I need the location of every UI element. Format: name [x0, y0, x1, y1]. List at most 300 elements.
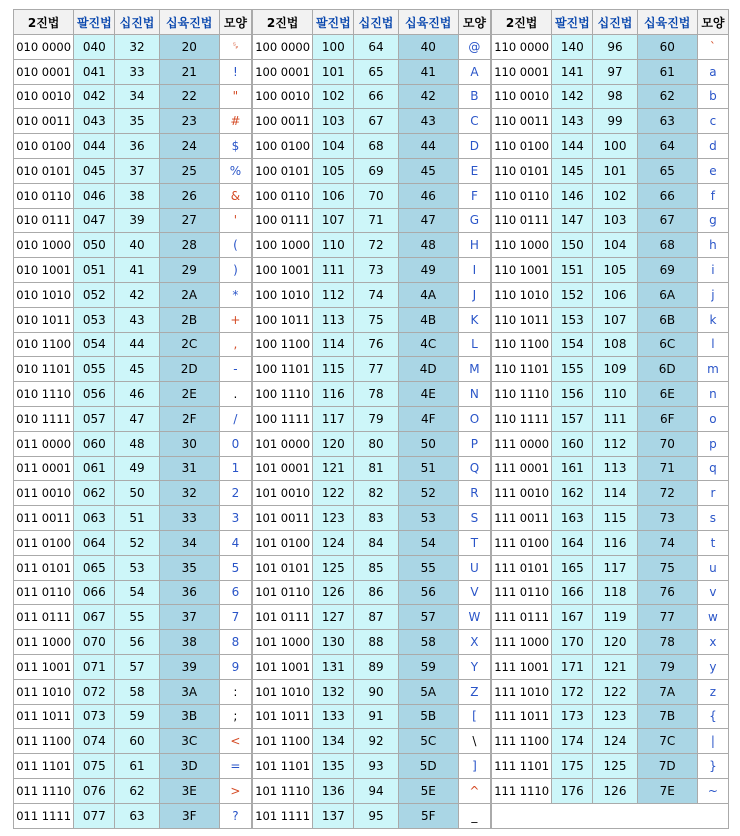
hex-cell: 46	[398, 183, 458, 208]
glyph-cell[interactable]: f	[697, 183, 728, 208]
binary-cell: 101 1011	[253, 704, 313, 729]
table-row	[253, 183, 491, 208]
glyph-cell[interactable]: l	[697, 332, 728, 357]
table-row	[253, 109, 491, 134]
glyph-cell[interactable]: 3	[219, 506, 251, 531]
header-hexadecimal[interactable]: 십육진법	[637, 10, 697, 35]
decimal-cell: 51	[115, 506, 159, 531]
header-hexadecimal[interactable]: 십육진법	[159, 10, 219, 35]
decimal-cell: 98	[593, 84, 637, 109]
table-row	[14, 134, 252, 159]
glyph-cell[interactable]: b	[697, 84, 728, 109]
binary-cell: 111 0000	[492, 431, 552, 456]
hex-cell: 31	[159, 456, 219, 481]
hex-cell: 4D	[398, 357, 458, 382]
table-row	[14, 158, 252, 183]
glyph-cell[interactable]: ]	[458, 754, 490, 779]
decimal-cell: 41	[115, 258, 159, 283]
glyph-cell[interactable]: ~	[697, 778, 728, 803]
table-row	[14, 481, 252, 506]
decimal-cell: 122	[593, 679, 637, 704]
binary-cell: 101 0010	[253, 481, 313, 506]
glyph-cell[interactable]: >	[219, 778, 251, 803]
hex-cell: 28	[159, 233, 219, 258]
binary-cell: 011 0101	[14, 555, 74, 580]
decimal-cell: 32	[115, 35, 159, 60]
hex-cell: 36	[159, 580, 219, 605]
glyph-cell[interactable]: a	[697, 59, 728, 84]
table-row	[492, 506, 729, 531]
table-row	[253, 357, 491, 382]
glyph-cell[interactable]: |	[697, 729, 728, 754]
binary-cell: 100 1100	[253, 332, 313, 357]
binary-cell: 010 0110	[14, 183, 74, 208]
hex-cell: 3C	[159, 729, 219, 754]
hex-cell: 47	[398, 208, 458, 233]
binary-cell: 110 0110	[492, 183, 552, 208]
table-row	[253, 382, 491, 407]
glyph-cell[interactable]: k	[697, 307, 728, 332]
octal-cell: 110	[313, 233, 354, 258]
glyph-cell[interactable]: 9	[219, 654, 251, 679]
hex-cell: 30	[159, 431, 219, 456]
octal-cell: 105	[313, 158, 354, 183]
octal-cell: 047	[74, 208, 115, 233]
glyph-cell[interactable]: L	[458, 332, 490, 357]
glyph-cell[interactable]: G	[458, 208, 490, 233]
glyph-cell[interactable]: q	[697, 456, 728, 481]
glyph-cell[interactable]: h	[697, 233, 728, 258]
octal-cell: 100	[313, 35, 354, 60]
binary-cell: 101 0011	[253, 506, 313, 531]
glyph-cell[interactable]: &	[219, 183, 251, 208]
glyph-cell[interactable]: m	[697, 357, 728, 382]
glyph-cell[interactable]: 0	[219, 431, 251, 456]
decimal-cell: 74	[354, 282, 398, 307]
glyph-cell[interactable]: <	[219, 729, 251, 754]
glyph-cell[interactable]: /	[219, 406, 251, 431]
decimal-cell: 66	[354, 84, 398, 109]
octal-cell: 067	[74, 605, 115, 630]
decimal-cell: 61	[115, 754, 159, 779]
octal-cell: 053	[74, 307, 115, 332]
table-row	[14, 778, 252, 803]
table-row	[253, 158, 491, 183]
glyph-cell[interactable]: Z	[458, 679, 490, 704]
decimal-cell: 114	[593, 481, 637, 506]
octal-cell: 050	[74, 233, 115, 258]
decimal-cell: 121	[593, 654, 637, 679]
table-row	[14, 431, 252, 456]
table-row	[492, 729, 729, 754]
table-row	[492, 35, 729, 60]
binary-cell: 100 0100	[253, 134, 313, 159]
decimal-cell: 102	[593, 183, 637, 208]
glyph-cell[interactable]: ␠	[219, 35, 251, 60]
decimal-cell: 107	[593, 307, 637, 332]
glyph-cell[interactable]: ,	[219, 332, 251, 357]
glyph-cell[interactable]: '	[219, 208, 251, 233]
table-row	[492, 134, 729, 159]
glyph-cell[interactable]: @	[458, 35, 490, 60]
octal-cell: 117	[313, 406, 354, 431]
hex-cell: 26	[159, 183, 219, 208]
table-row	[492, 406, 729, 431]
glyph-cell[interactable]: (	[219, 233, 251, 258]
header-octal[interactable]: 팔진법	[74, 10, 115, 35]
glyph-cell[interactable]: `	[697, 35, 728, 60]
binary-cell: 010 1100	[14, 332, 74, 357]
decimal-cell: 105	[593, 258, 637, 283]
binary-cell: 110 1110	[492, 382, 552, 407]
glyph-cell[interactable]: V	[458, 580, 490, 605]
hex-cell: 53	[398, 506, 458, 531]
glyph-cell[interactable]: 8	[219, 630, 251, 655]
binary-cell: 101 1000	[253, 630, 313, 655]
binary-cell: 110 0111	[492, 208, 552, 233]
octal-cell: 103	[313, 109, 354, 134]
octal-cell: 166	[552, 580, 593, 605]
hex-cell: 6C	[637, 332, 697, 357]
glyph-cell[interactable]: I	[458, 258, 490, 283]
hex-cell: 50	[398, 431, 458, 456]
glyph-cell[interactable]: 5	[219, 555, 251, 580]
binary-cell: 110 0101	[492, 158, 552, 183]
octal-cell: 112	[313, 282, 354, 307]
glyph-cell[interactable]: K	[458, 307, 490, 332]
glyph-cell[interactable]: 1	[219, 456, 251, 481]
decimal-cell: 62	[115, 778, 159, 803]
glyph-cell[interactable]: F	[458, 183, 490, 208]
octal-cell: 153	[552, 307, 593, 332]
binary-cell: 110 0001	[492, 59, 552, 84]
binary-cell: 100 1001	[253, 258, 313, 283]
decimal-cell: 116	[593, 530, 637, 555]
table-row	[14, 59, 252, 84]
glyph-cell[interactable]: x	[697, 630, 728, 655]
header-binary: 2진법	[14, 10, 74, 35]
glyph-cell[interactable]: %	[219, 158, 251, 183]
decimal-cell: 67	[354, 109, 398, 134]
table-row	[14, 506, 252, 531]
octal-cell: 147	[552, 208, 593, 233]
table-row	[253, 59, 491, 84]
header-octal[interactable]: 팔진법	[552, 10, 593, 35]
decimal-cell: 120	[593, 630, 637, 655]
binary-cell: 111 1100	[492, 729, 552, 754]
hex-cell: 42	[398, 84, 458, 109]
table-row	[14, 754, 252, 779]
glyph-cell[interactable]: s	[697, 506, 728, 531]
octal-cell: 066	[74, 580, 115, 605]
empty-row	[492, 803, 729, 828]
octal-cell: 123	[313, 506, 354, 531]
glyph-cell[interactable]: u	[697, 555, 728, 580]
hex-cell: 44	[398, 134, 458, 159]
glyph-cell[interactable]: U	[458, 555, 490, 580]
octal-cell: 075	[74, 754, 115, 779]
octal-cell: 155	[552, 357, 593, 382]
glyph-cell[interactable]: -	[219, 357, 251, 382]
glyph-cell[interactable]: v	[697, 580, 728, 605]
octal-cell: 124	[313, 530, 354, 555]
glyph-cell[interactable]: ?	[219, 803, 251, 828]
octal-cell: 171	[552, 654, 593, 679]
octal-cell: 062	[74, 481, 115, 506]
glyph-cell[interactable]: H	[458, 233, 490, 258]
glyph-cell[interactable]: W	[458, 605, 490, 630]
binary-cell: 100 1110	[253, 382, 313, 407]
octal-cell: 044	[74, 134, 115, 159]
glyph-cell[interactable]: d	[697, 134, 728, 159]
table-row	[14, 555, 252, 580]
hex-cell: 65	[637, 158, 697, 183]
glyph-cell[interactable]: 6	[219, 580, 251, 605]
glyph-cell[interactable]: e	[697, 158, 728, 183]
hex-cell: 55	[398, 555, 458, 580]
decimal-cell: 56	[115, 630, 159, 655]
glyph-cell[interactable]: *	[219, 282, 251, 307]
glyph-cell[interactable]: E	[458, 158, 490, 183]
hex-cell: 2C	[159, 332, 219, 357]
table-row	[253, 258, 491, 283]
glyph-cell[interactable]: T	[458, 530, 490, 555]
glyph-cell[interactable]: 4	[219, 530, 251, 555]
hex-cell: 75	[637, 555, 697, 580]
table-row	[14, 208, 252, 233]
hex-cell: 57	[398, 605, 458, 630]
binary-cell: 010 0100	[14, 134, 74, 159]
binary-cell: 011 1010	[14, 679, 74, 704]
glyph-cell[interactable]: N	[458, 382, 490, 407]
glyph-cell[interactable]: Y	[458, 654, 490, 679]
binary-cell: 011 0100	[14, 530, 74, 555]
glyph-cell[interactable]: J	[458, 282, 490, 307]
glyph-cell[interactable]: S	[458, 506, 490, 531]
octal-cell: 160	[552, 431, 593, 456]
glyph-cell: _	[458, 803, 490, 828]
glyph-cell[interactable]: P	[458, 431, 490, 456]
glyph-cell[interactable]: $	[219, 134, 251, 159]
octal-cell: 073	[74, 704, 115, 729]
binary-cell: 011 1100	[14, 729, 74, 754]
binary-cell: 111 1011	[492, 704, 552, 729]
hex-cell: 2B	[159, 307, 219, 332]
binary-cell: 101 1001	[253, 654, 313, 679]
decimal-cell: 109	[593, 357, 637, 382]
table-row	[14, 679, 252, 704]
decimal-cell: 58	[115, 679, 159, 704]
glyph-cell[interactable]: Q	[458, 456, 490, 481]
octal-cell: 115	[313, 357, 354, 382]
decimal-cell: 100	[593, 134, 637, 159]
hex-cell: 51	[398, 456, 458, 481]
binary-cell: 110 1011	[492, 307, 552, 332]
hex-cell: 74	[637, 530, 697, 555]
glyph-cell[interactable]: O	[458, 406, 490, 431]
header-decimal[interactable]: 십진법	[354, 10, 398, 35]
binary-cell: 010 1000	[14, 233, 74, 258]
header-decimal[interactable]: 십진법	[115, 10, 159, 35]
glyph-cell[interactable]: X	[458, 630, 490, 655]
binary-cell: 010 1101	[14, 357, 74, 382]
glyph-cell[interactable]: {	[697, 704, 728, 729]
hex-cell: 2D	[159, 357, 219, 382]
decimal-cell: 94	[354, 778, 398, 803]
glyph-cell[interactable]: c	[697, 109, 728, 134]
octal-cell: 165	[552, 555, 593, 580]
hex-cell: 68	[637, 233, 697, 258]
octal-cell: 172	[552, 679, 593, 704]
glyph-cell[interactable]: w	[697, 605, 728, 630]
table-row	[492, 307, 729, 332]
table-row	[492, 704, 729, 729]
binary-cell: 111 1010	[492, 679, 552, 704]
binary-cell: 110 1111	[492, 406, 552, 431]
glyph-cell[interactable]: +	[219, 307, 251, 332]
glyph-cell[interactable]: )	[219, 258, 251, 283]
header-decimal[interactable]: 십진법	[593, 10, 637, 35]
octal-cell: 072	[74, 679, 115, 704]
octal-cell: 130	[313, 630, 354, 655]
binary-cell: 011 0011	[14, 506, 74, 531]
hex-cell: 79	[637, 654, 697, 679]
glyph-cell[interactable]: M	[458, 357, 490, 382]
binary-cell: 011 1000	[14, 630, 74, 655]
octal-cell: 120	[313, 431, 354, 456]
hex-cell: 67	[637, 208, 697, 233]
hex-cell: 76	[637, 580, 697, 605]
table-row	[253, 307, 491, 332]
glyph-cell[interactable]: R	[458, 481, 490, 506]
decimal-cell: 103	[593, 208, 637, 233]
table-row	[253, 679, 491, 704]
glyph-cell[interactable]: j	[697, 282, 728, 307]
octal-cell: 061	[74, 456, 115, 481]
hex-cell: 49	[398, 258, 458, 283]
table-row	[253, 580, 491, 605]
glyph-cell[interactable]: }	[697, 754, 728, 779]
decimal-cell: 45	[115, 357, 159, 382]
decimal-cell: 43	[115, 307, 159, 332]
octal-cell: 045	[74, 158, 115, 183]
hex-cell: 58	[398, 630, 458, 655]
hex-cell: 4F	[398, 406, 458, 431]
glyph-cell[interactable]: 7	[219, 605, 251, 630]
table-row	[14, 456, 252, 481]
binary-cell: 110 0000	[492, 35, 552, 60]
octal-cell: 146	[552, 183, 593, 208]
table-row	[14, 84, 252, 109]
decimal-cell: 84	[354, 530, 398, 555]
glyph-cell[interactable]: n	[697, 382, 728, 407]
glyph-cell[interactable]: t	[697, 530, 728, 555]
table-row	[14, 282, 252, 307]
octal-cell: 162	[552, 481, 593, 506]
binary-cell: 100 0000	[253, 35, 313, 60]
decimal-cell: 79	[354, 406, 398, 431]
decimal-cell: 95	[354, 803, 398, 828]
table-row	[253, 481, 491, 506]
glyph-cell[interactable]: y	[697, 654, 728, 679]
hex-cell: 25	[159, 158, 219, 183]
hex-cell: 41	[398, 59, 458, 84]
hex-cell: 21	[159, 59, 219, 84]
octal-cell: 121	[313, 456, 354, 481]
table-row	[492, 555, 729, 580]
glyph-cell[interactable]: 2	[219, 481, 251, 506]
glyph-cell[interactable]: [	[458, 704, 490, 729]
table-row	[253, 233, 491, 258]
table-row	[253, 84, 491, 109]
decimal-cell: 86	[354, 580, 398, 605]
decimal-cell: 110	[593, 382, 637, 407]
glyph-cell[interactable]: A	[458, 59, 490, 84]
table-row	[253, 35, 491, 60]
glyph-cell[interactable]: ^	[458, 778, 490, 803]
binary-cell: 011 1111	[14, 803, 74, 828]
binary-cell: 100 1011	[253, 307, 313, 332]
hex-cell: 5E	[398, 778, 458, 803]
glyph-cell[interactable]: #	[219, 109, 251, 134]
hex-cell: 39	[159, 654, 219, 679]
glyph-cell[interactable]: =	[219, 754, 251, 779]
glyph-cell[interactable]: "	[219, 84, 251, 109]
octal-cell: 074	[74, 729, 115, 754]
decimal-cell: 72	[354, 233, 398, 258]
hex-cell: 33	[159, 506, 219, 531]
hex-cell: 52	[398, 481, 458, 506]
decimal-cell: 101	[593, 158, 637, 183]
glyph-cell[interactable]: z	[697, 679, 728, 704]
glyph-cell[interactable]: p	[697, 431, 728, 456]
table-row	[492, 530, 729, 555]
binary-cell: 011 0001	[14, 456, 74, 481]
table-row	[492, 754, 729, 779]
table-row	[492, 282, 729, 307]
octal-cell: 052	[74, 282, 115, 307]
table-row	[14, 35, 252, 60]
decimal-cell: 48	[115, 431, 159, 456]
glyph-cell: :	[219, 679, 251, 704]
decimal-cell: 124	[593, 729, 637, 754]
glyph-cell[interactable]: g	[697, 208, 728, 233]
table-row	[14, 382, 252, 407]
glyph-cell[interactable]: C	[458, 109, 490, 134]
binary-cell: 101 0101	[253, 555, 313, 580]
glyph-cell[interactable]: r	[697, 481, 728, 506]
octal-cell: 134	[313, 729, 354, 754]
decimal-cell: 55	[115, 605, 159, 630]
table-row	[253, 208, 491, 233]
glyph-cell[interactable]: B	[458, 84, 490, 109]
glyph-cell[interactable]: !	[219, 59, 251, 84]
octal-cell: 167	[552, 605, 593, 630]
hex-cell: 5B	[398, 704, 458, 729]
glyph-cell[interactable]: o	[697, 406, 728, 431]
glyph-cell[interactable]: i	[697, 258, 728, 283]
table-row	[492, 654, 729, 679]
header-octal[interactable]: 팔진법	[313, 10, 354, 35]
header-hexadecimal[interactable]: 십육진법	[398, 10, 458, 35]
decimal-cell: 34	[115, 84, 159, 109]
binary-cell: 110 1001	[492, 258, 552, 283]
octal-cell: 140	[552, 35, 593, 60]
glyph-cell[interactable]: D	[458, 134, 490, 159]
octal-cell: 157	[552, 406, 593, 431]
hex-cell: 6A	[637, 282, 697, 307]
binary-cell: 010 1010	[14, 282, 74, 307]
